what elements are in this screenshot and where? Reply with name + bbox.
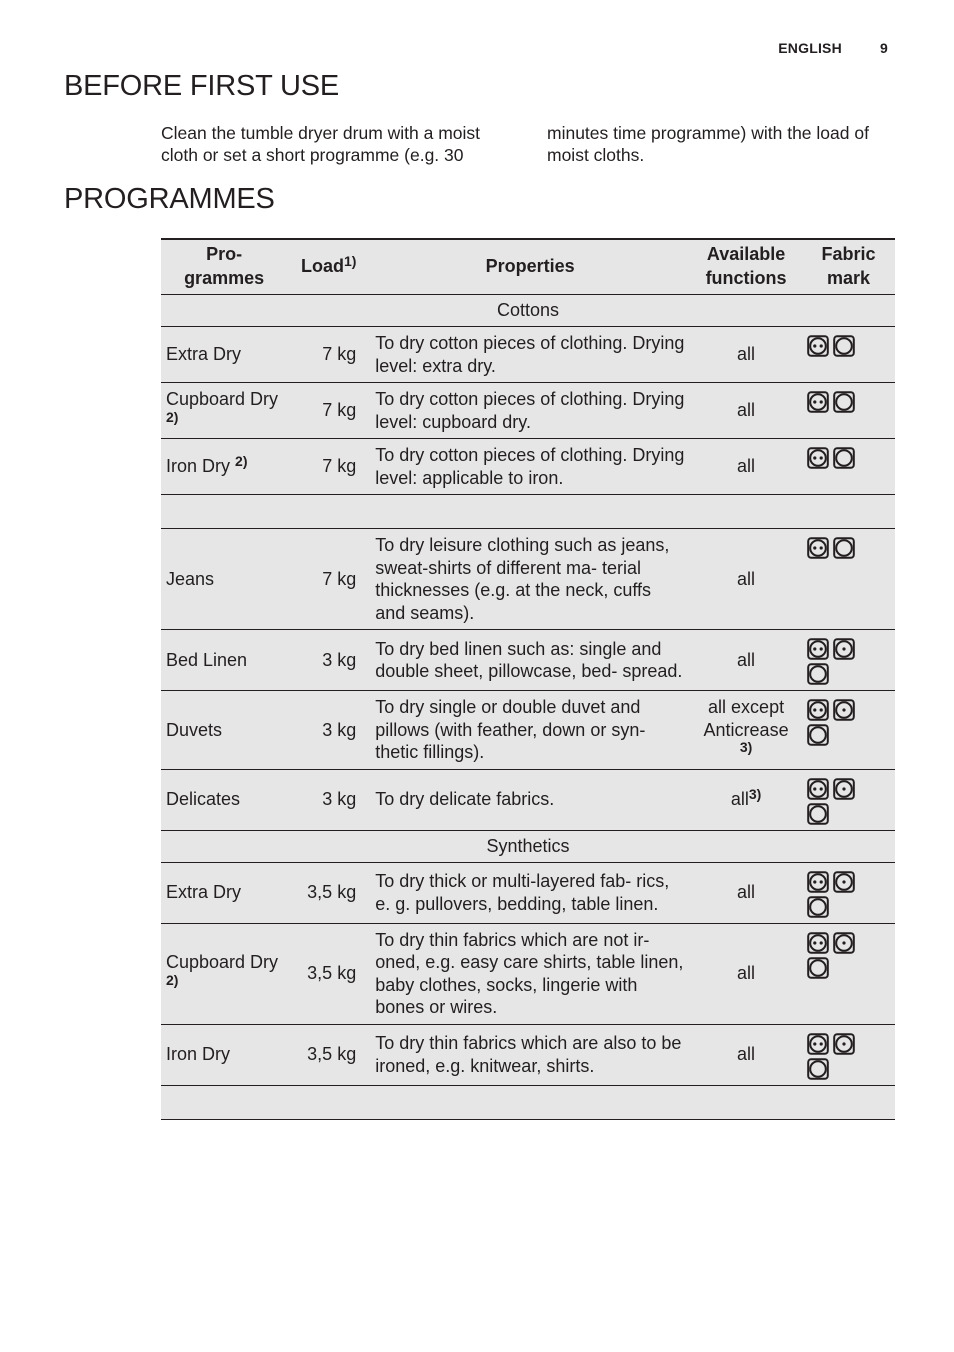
functions-cell <box>690 439 802 495</box>
group-label: Synthetics <box>161 830 895 862</box>
programme-footnote: 2) <box>235 453 248 470</box>
tumble-dry-high-icon <box>807 1033 829 1055</box>
functions-cell <box>690 327 802 383</box>
tumble-dry-icon <box>807 663 829 685</box>
tumble-dry-icon <box>807 1058 829 1080</box>
table-row <box>161 862 895 923</box>
empty-row <box>161 1085 895 1119</box>
programme-name-cell <box>161 691 287 770</box>
group-row <box>161 830 895 862</box>
table-row <box>161 769 895 830</box>
functions-text: all <box>730 789 749 810</box>
fabric-marks <box>807 335 867 357</box>
functions-text: all <box>737 882 756 903</box>
fabric-mark-cell <box>802 327 895 383</box>
load-cell: 3,5 kg <box>287 862 370 923</box>
properties-cell: To dry cotton pieces of clothing. Drying level: extra dry. <box>370 327 690 383</box>
programmes-heading: PROGRAMMES <box>64 183 275 215</box>
programme-name-cell <box>161 769 287 830</box>
functions-cell <box>690 1024 802 1085</box>
programme-name-cell <box>161 862 287 923</box>
properties-cell: To dry thin fabrics which are not ir- oned, e.g. easy care shirts, table linen, baby clothes, socks, lingerie with bones or wires. <box>370 923 690 1024</box>
properties-cell: To dry thick or multi-layered fab- rics, e. g. pullovers, bedding, table linen. <box>370 862 690 923</box>
fabric-marks <box>807 871 867 918</box>
functions-text: all <box>737 568 756 589</box>
group-row <box>161 295 895 327</box>
programme-name: Extra Dry <box>166 882 242 903</box>
tumble-dry-icon <box>807 803 829 825</box>
table-row <box>161 327 895 383</box>
load-cell: 3 kg <box>287 769 370 830</box>
programme-name-cell <box>161 327 287 383</box>
empty-row <box>161 495 895 529</box>
properties-cell: To dry cotton pieces of clothing. Drying level: applicable to iron. <box>370 439 690 495</box>
tumble-dry-icon <box>833 391 855 413</box>
fabric-marks <box>807 1033 867 1080</box>
tumble-dry-icon <box>833 537 855 559</box>
load-cell: 7 kg <box>287 439 370 495</box>
before-first-use-heading: BEFORE FIRST USE <box>64 70 340 102</box>
programme-name: Cupboard Dry <box>166 952 279 972</box>
load-cell: 3 kg <box>287 630 370 691</box>
table-header-row <box>161 239 895 295</box>
intro-column-2: minutes time programme) with the load of moist cloths. <box>547 123 869 165</box>
tumble-dry-high-icon <box>807 699 829 721</box>
col-header-functions: Available functions <box>690 239 802 295</box>
programme-name: Bed Linen <box>166 649 248 670</box>
table-row <box>161 630 895 691</box>
functions-footnote: 3) <box>739 739 753 755</box>
empty-cell <box>161 1085 895 1119</box>
functions-text: all except Anticrease <box>703 697 789 740</box>
table-row <box>161 529 895 630</box>
tumble-dry-high-icon <box>807 391 829 413</box>
page-number: 9 <box>880 40 888 56</box>
language-label: ENGLISH <box>778 40 842 56</box>
functions-cell <box>690 383 802 439</box>
programme-name: Iron Dry <box>166 456 231 477</box>
tumble-dry-high-icon <box>807 638 829 660</box>
properties-cell: To dry delicate fabrics. <box>370 769 690 830</box>
tumble-dry-high-icon <box>807 335 829 357</box>
intro-column-1: Clean the tumble dryer drum with a moist cloth or set a short programme (e.g. 30 <box>161 123 481 165</box>
fabric-mark-cell <box>802 691 895 770</box>
programme-name-cell <box>161 383 287 439</box>
functions-cell <box>690 862 802 923</box>
tumble-dry-low-icon <box>833 1033 855 1055</box>
page-header <box>744 40 888 56</box>
functions-text: all <box>737 456 756 477</box>
programmes-table <box>161 238 895 1120</box>
tumble-dry-low-icon <box>833 638 855 660</box>
empty-cell <box>161 495 895 529</box>
col-header-fabric-mark: Fabric mark <box>802 239 895 295</box>
programme-name-cell <box>161 923 287 1024</box>
functions-cell <box>690 529 802 630</box>
functions-text: all <box>737 649 756 670</box>
tumble-dry-high-icon <box>807 778 829 800</box>
functions-text: all <box>737 963 756 984</box>
fabric-marks <box>807 932 867 979</box>
tumble-dry-low-icon <box>833 699 855 721</box>
load-cell: 7 kg <box>287 383 370 439</box>
programme-footnote: 2) <box>166 971 179 988</box>
table-row <box>161 923 895 1024</box>
tumble-dry-icon <box>833 335 855 357</box>
tumble-dry-high-icon <box>807 537 829 559</box>
programme-name-cell <box>161 439 287 495</box>
programme-name: Cupboard Dry <box>166 389 279 409</box>
tumble-dry-icon <box>807 896 829 918</box>
table-row <box>161 691 895 770</box>
properties-cell: To dry cotton pieces of clothing. Drying level: cupboard dry. <box>370 383 690 439</box>
before-first-use-text <box>161 122 895 166</box>
programme-name-cell <box>161 630 287 691</box>
col-header-load: Load$^{1)}$ <box>287 239 370 295</box>
load-cell: 3 kg <box>287 691 370 770</box>
load-cell: 7 kg <box>287 327 370 383</box>
programme-name: Iron Dry <box>166 1044 231 1065</box>
group-label: Cottons <box>161 295 895 327</box>
table-row <box>161 1024 895 1085</box>
properties-cell: To dry single or double duvet and pillows (with feather, down or syn- thetic fillings). <box>370 691 690 770</box>
functions-text: all <box>737 1044 756 1065</box>
fabric-mark-cell <box>802 630 895 691</box>
functions-cell <box>690 769 802 830</box>
fabric-marks <box>807 699 867 746</box>
functions-text: all <box>737 400 756 421</box>
fabric-marks <box>807 391 867 413</box>
properties-cell: To dry bed linen such as: single and double sheet, pillowcase, bed- spread. <box>370 630 690 691</box>
load-footnote: 1) <box>343 253 357 269</box>
programmes-table-body <box>161 295 895 1120</box>
fabric-marks <box>807 638 867 685</box>
functions-footnote: 3) <box>748 786 762 803</box>
tumble-dry-icon <box>833 447 855 469</box>
tumble-dry-high-icon <box>807 932 829 954</box>
fabric-marks <box>807 447 867 469</box>
programme-name-cell <box>161 1024 287 1085</box>
tumble-dry-low-icon <box>833 871 855 893</box>
tumble-dry-low-icon <box>833 778 855 800</box>
fabric-mark-cell <box>802 1024 895 1085</box>
fabric-mark-cell <box>802 769 895 830</box>
fabric-mark-cell <box>802 529 895 630</box>
tumble-dry-high-icon <box>807 871 829 893</box>
tumble-dry-icon <box>807 724 829 746</box>
programme-name: Extra Dry <box>166 344 242 365</box>
fabric-mark-cell <box>802 923 895 1024</box>
properties-cell: To dry leisure clothing such as jeans, sweat-shirts of different ma- terial thicknesses (e.g. at the neck, cuffs and seams). <box>370 529 690 630</box>
tumble-dry-icon <box>807 957 829 979</box>
programme-name: Jeans <box>166 568 215 589</box>
functions-text: all <box>737 344 756 365</box>
functions-cell <box>690 691 802 770</box>
load-cell: 7 kg <box>287 529 370 630</box>
table-row <box>161 383 895 439</box>
tumble-dry-low-icon <box>833 932 855 954</box>
fabric-mark-cell <box>802 383 895 439</box>
load-cell: 3,5 kg <box>287 923 370 1024</box>
functions-cell <box>690 923 802 1024</box>
col-header-programmes: Pro- grammes <box>161 239 287 295</box>
programme-name: Delicates <box>166 789 241 810</box>
programme-footnote: 2) <box>166 408 179 425</box>
col-header-properties: Properties <box>370 239 690 295</box>
tumble-dry-high-icon <box>807 447 829 469</box>
load-cell: 3,5 kg <box>287 1024 370 1085</box>
table-row <box>161 439 895 495</box>
properties-cell: To dry thin fabrics which are also to be ironed, e.g. knitwear, shirts. <box>370 1024 690 1085</box>
fabric-marks <box>807 778 867 825</box>
programme-name-cell <box>161 529 287 630</box>
functions-cell <box>690 630 802 691</box>
programme-name: Duvets <box>166 719 223 740</box>
fabric-mark-cell <box>802 439 895 495</box>
fabric-marks <box>807 537 867 559</box>
fabric-mark-cell <box>802 862 895 923</box>
